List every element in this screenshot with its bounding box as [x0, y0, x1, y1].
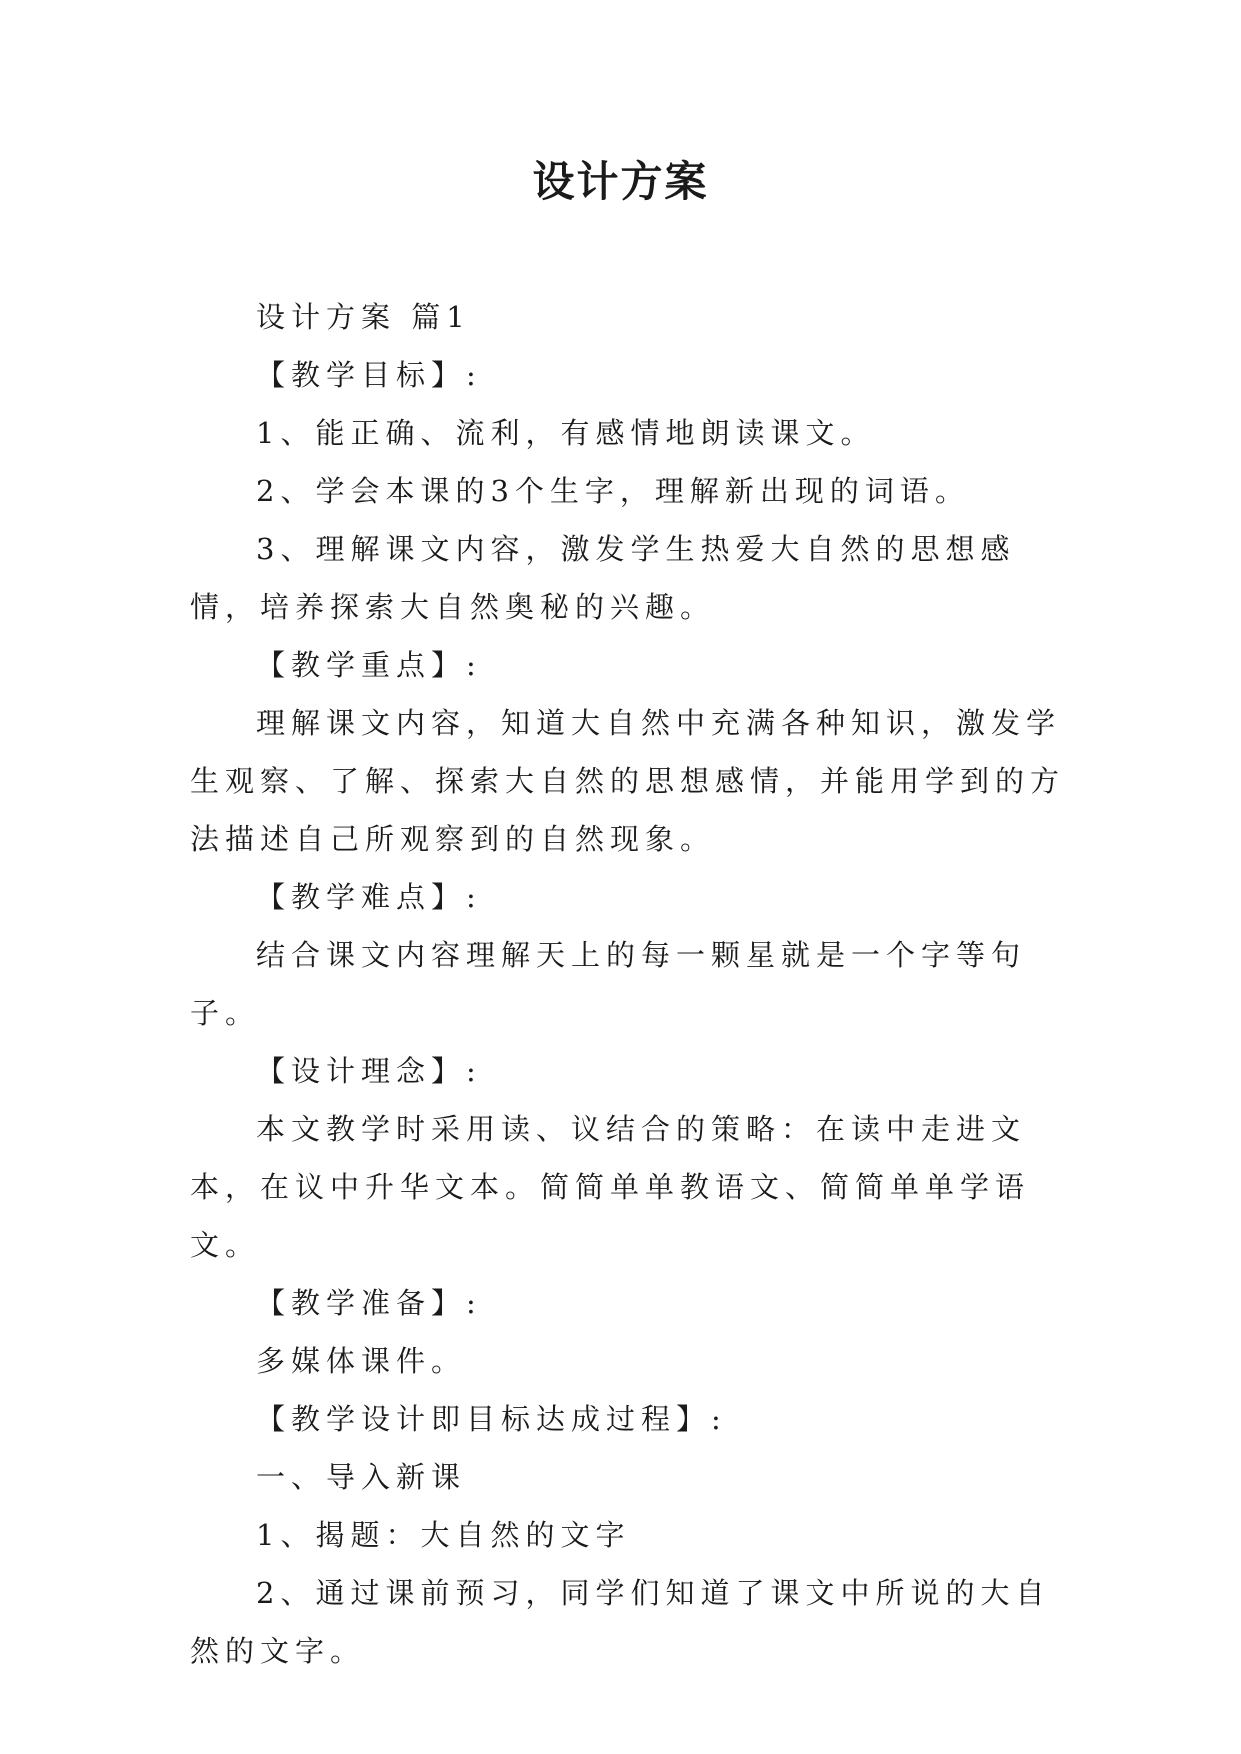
document-body — [190, 288, 1070, 1680]
document-title: 设计方案 — [532, 157, 709, 206]
key-points-heading: 【教学重点】: — [256, 648, 482, 682]
process-step-heading: 一、导入新课 — [256, 1460, 467, 1494]
process-heading: 【教学设计即目标达成过程】: — [256, 1402, 727, 1436]
preparation-text: 多媒体课件。 — [256, 1344, 467, 1378]
difficulties-heading: 【教学难点】: — [256, 880, 482, 914]
objective-item: 1、能正确、流利，有感情地朗读课文。 — [256, 416, 876, 450]
key-points-text: 理解课文内容，知道大自然中充满各种知识，激发学生观察、了解、探索大自然的思想感情，并能用学到的方法描述自己所观察到的自然现象。 — [190, 706, 1066, 856]
preparation-heading: 【教学准备】: — [256, 1286, 482, 1320]
objectives-heading: 【教学目标】: — [256, 358, 482, 392]
objective-item: 2、学会本课的3个生字，理解新出现的词语。 — [256, 474, 970, 508]
objective-item: 3、理解课文内容，激发学生热爱大自然的思想感情，培养探索大自然奥秘的兴趣。 — [190, 532, 1016, 624]
concept-text: 本文教学时采用读、议结合的策略：在读中走进文本，在议中升华文本。简简单单教语文、简简单单学语文。 — [190, 1112, 1031, 1262]
process-step-item: 1、揭题：大自然的文字 — [256, 1518, 631, 1552]
process-step-item: 2、通过课前预习，同学们知道了课文中所说的大自然的文字。 — [190, 1576, 1051, 1668]
difficulties-text: 结合课文内容理解天上的每一颗星就是一个字等句子。 — [190, 938, 1027, 1030]
concept-heading: 【设计理念】: — [256, 1054, 482, 1088]
section-heading: 设计方案 篇1 — [256, 300, 471, 334]
